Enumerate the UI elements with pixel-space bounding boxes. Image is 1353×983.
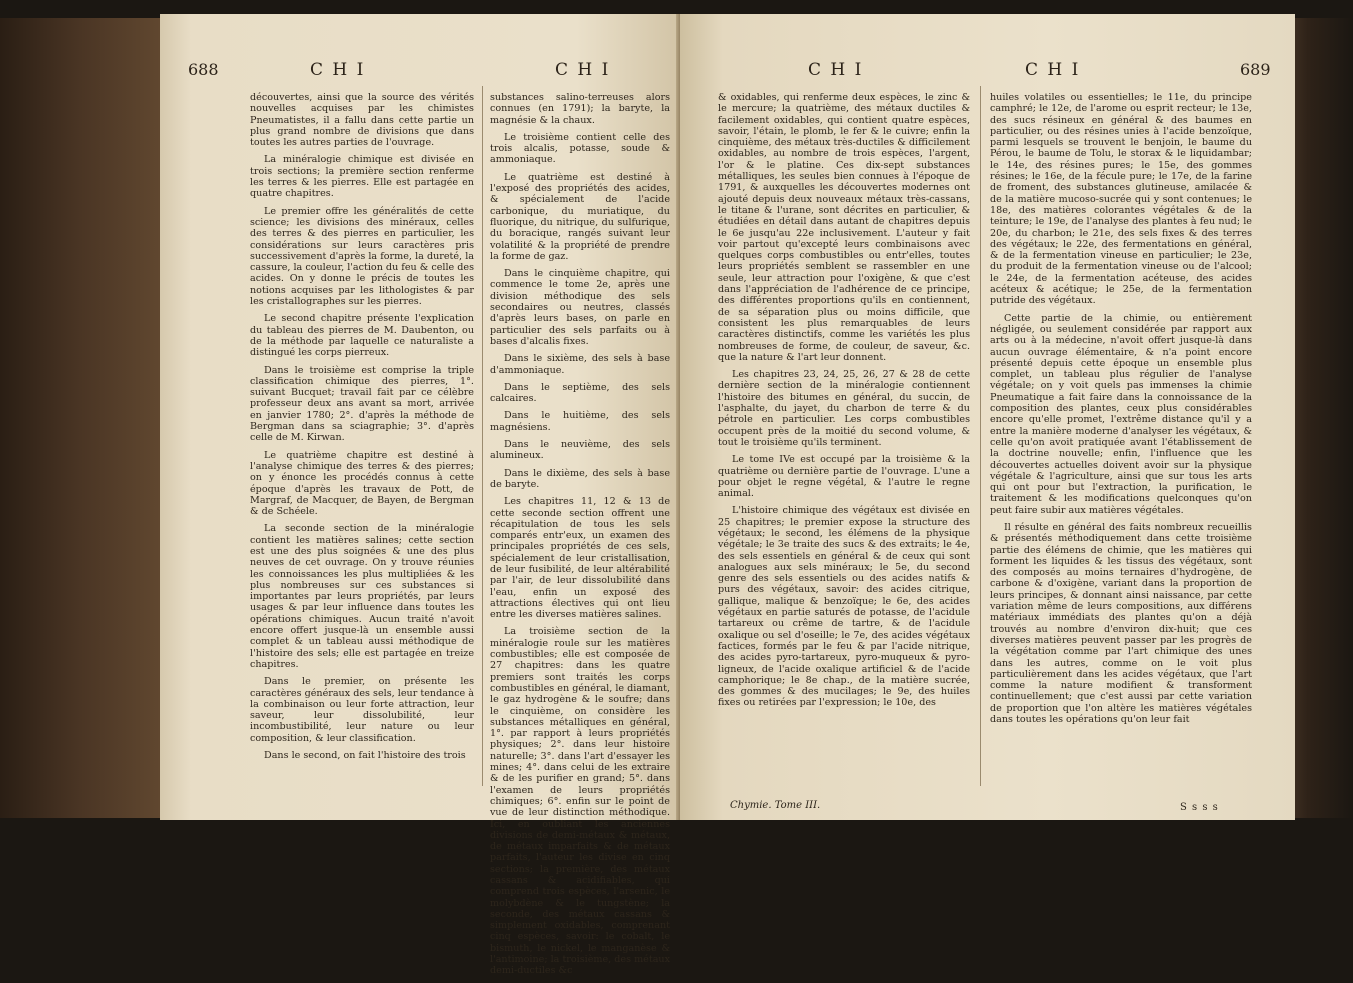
- left-page-column-2: [490, 92, 670, 983]
- paragraph: Dans le dixième, des sels à base de baryte.: [490, 467, 670, 490]
- running-head: C H I: [310, 60, 366, 80]
- paragraph: Les chapitres 23, 24, 25, 26, 27 & 28 de cette dernière section de la minéralogie contiennent l'histoire des bitumes en général, du succin, de l'asphalte, du jayet, du charbon de terre & du pétrole en particulier. Les corps combustibles occupent près de la moitié du second volume, & tout le troisième qu'ils terminent.: [718, 369, 970, 448]
- paragraph: Dans le neuvième, des sels alumineux.: [490, 439, 670, 462]
- paragraph: & oxidables, qui renferme deux espèces, le zinc & le mercure; la quatrième, des métaux ductiles & facilement oxidables, qui contient quatre espèces, savoir, l'étain, le plomb, le fer & le cuivre; enfin la cinquième, des métaux très-ductiles & difficilement oxidables, au nombre de trois espèces, l'argent, l'or & le platine. Ces dix-sept substances métalliques, les seules bien connues à l'époque de 1791, & auxquelles les découvertes modernes ont ajouté depuis deux nouveaux métaux très-cassans, le titane & l'urane, sont décrites en particulier, & étudiées en détail dans autant de chapitres depuis le 6e jusqu'au 22e inclusivement. L'auteur y fait voir partout qu'excepté leurs combinaisons avec quelques corps combustibles ou entr'elles, toutes leurs propriétés semblent se rassembler en une seule, leur attraction pour l'oxigène, & que c'est dans l'appréciation de l'adhérence de ce principe, des différentes proportions qu'ils en contiennent, de sa séparation plus ou moins difficile, que consistent les plus remarquables de leurs caractères distinctifs, comme les variétés les plus nombreuses de forme, de couleur, de saveur, &c. que la nature & l'art leur donnent.: [718, 92, 970, 363]
- left-page: [160, 14, 680, 977]
- running-head: C H I: [1025, 60, 1081, 80]
- page-footer: Chymie. Tome III.: [730, 800, 821, 811]
- paragraph: Dans le premier, on présente les caractères généraux des sels, leur tendance à la combinaison ou leur forte attraction, leur saveur, leur dissolubilité, leur incombustibilité, leur nature ou leur composition, & leur classification.: [250, 676, 474, 744]
- right-page-column-1: [718, 92, 970, 715]
- paragraph: Dans le second, on fait l'histoire des trois: [264, 750, 466, 762]
- paragraph: Il résulte en général des faits nombreux recueillis & présentés méthodiquement dans cette troisième partie des élémens de chimie, que les matières qui forment les liquides & les tissus des végétaux, sont des composés au moins ternaires d'hydrogène, de carbone & d'oxigène, variant dans la proportion de leurs principes, & donnant ainsi naissance, par cette variation même de leurs compositions, aux différens matériaux immédiats des plantes qu'on a déjà trouvés au nombre d'environ dix-huit; que ces diverses matières peuvent passer par les progrès de la végétation comme par l'art chimique des unes dans les autres, comme on le voit plus particulièrement dans les acides végétaux, que l'art comme la nature modifient & transforment continuellement; que c'est aussi par cette variation de proportion que l'on altère les matières végétales dans toutes les opérations qu'on leur fait: [990, 521, 1252, 726]
- paragraph: Dans le troisième est comprise la triple classification chimique des pierres, 1°. suivant Bucquet; travail fait par ce célèbre professeur deux ans avant sa mort, arrivée en janvier 1780; 2°. d'après la méthode de Bergman dans sa sciagraphie; 3°. d'après celle de M. Kirwan.: [250, 364, 474, 444]
- paragraph: découvertes, ainsi que la source des vérités nouvelles acquises par les chimistes Pneumatistes, il a fallu dans cette partie un plus grand nombre de divisions que dans toutes les autres parties de l'ouvrage.: [250, 92, 474, 149]
- paragraph: Les chapitres 11, 12 & 13 de cette seconde section offrent une récapitulation de tous les sels comparés entr'eux, un examen des principales propriétés de ces sels, spécialement de leur cristallisation, de leur fusibilité, de leur altérabilité par l'air, de leur dissolubilité dans l'eau, enfin un exposé des attractions électives qui ont lieu entre les diverses matières salines.: [490, 496, 670, 621]
- right-page: [680, 14, 1295, 820]
- paragraph: Dans le sixième, des sels à base d'ammoniaque.: [490, 353, 670, 376]
- running-head: C H I: [555, 60, 611, 80]
- paragraph: Cette partie de la chimie, ou entièrement négligée, ou seulement considérée par rapport aux arts ou à la médecine, n'avoit offert jusque-là dans aucun ouvrage élémentaire, & n'a point encore présenté depuis cette époque un ensemble plus complet, un tableau plus régulier de l'analyse végétale; on y voit quels pas immenses la chimie Pneumatique a fait faire dans la connoissance de la composition des plantes, ceux plus considérables encore qu'elle promet, l'extrême distance qu'il y a entre la manière moderne d'analyser les végétaux, & celle qu'on avoit pratiquée avant l'établissement de la doctrine nouvelle; enfin, l'influence que les découvertes actuelles doivent avoir sur la physique végétale & l'agriculture, ainsi que sur tous les arts qui ont pour but l'extraction, la purification, le traitement & les modifications quelconques qu'on peut faire subir aux matières végétales.: [990, 312, 1252, 516]
- page-number: 688: [188, 60, 219, 79]
- running-head: C H I: [808, 60, 864, 80]
- paragraph: La minéralogie chimique est divisée en trois sections; la première section renferme les terres & les pierres. Elle est partagée en quatre chapitres.: [250, 154, 474, 200]
- paragraph: Dans le cinquième chapitre, qui commence le tome 2e, après une division méthodique des sels secondaires ou neutres, classés d'après leurs bases, on parle en particulier des sels parfaits ou à bases d'alcalis fixes.: [490, 268, 670, 347]
- paragraph: Le tome IVe est occupé par la troisième & la quatrième ou dernière partie de l'ouvrage. L'une a pour objet le regne végétal, & l'autre le regne animal.: [718, 454, 970, 500]
- paragraph: Dans le huitième, des sels magnésiens.: [490, 410, 670, 433]
- left-page-column-1: [250, 92, 474, 767]
- page-number: 689: [1240, 60, 1271, 79]
- paragraph: Dans le septième, des sels calcaires.: [490, 381, 670, 405]
- paragraph: Le premier offre les généralités de cette science; les divisions des minéraux, celles des terres & des pierres en particulier, les considérations sur leurs caractères pris successivement d'après la forme, la dureté, la cassure, la couleur, l'action du feu & celle des acides. On y donne le précis de toutes les notions acquises par les lithologistes & par les cristallographes sur les pierres.: [250, 205, 475, 308]
- paragraph: L'histoire chimique des végétaux est divisée en 25 chapitres; le premier expose la structure des végétaux; le second, les élémens de la physique végétale; le 3e traite des sucs & des extraits; le 4e, des sels essentiels en général & de ceux qui sont analogues aux sels minéraux; le 5e, du second genre des sels essentiels ou des acides natifs & purs des végétaux, savoir: des acides citrique, gallique, malique & benzoïque; le 6e, des acides végétaux en partie saturés de potasse, de l'acidule tartareux ou crême de tartre, & de l'acidule oxalique ou sel d'oseille; le 7e, des acides végétaux factices, formés par le feu & par l'acide nitrique, des acides pyro-tartareux, pyro-muqueux & pyro-ligneux, de l'acide oxalique artificiel & de l'acide camphorique; le 8e chap., de la matière sucrée, des gommes & des mucilages; le 9e, des huiles fixes ou retirées par l'expression; le 10e, des: [718, 505, 970, 709]
- paragraph: La troisième section de la minéralogie roule sur les matières combustibles; elle est composée de 27 chapitres: dans les quatre premiers sont traités les corps combustibles en général, le diamant, le gaz hydrogène & le soufre; dans le cinquième, on considère les substances métalliques en général, 1°. par rapport à leurs propriétés physiques; 2°. dans leur histoire naturelle; 3°. dans l'art d'essayer les mines; 4°. dans celui de les extraire & de les purifier en grand; 5°. dans l'examen de leurs propriétés chimiques; 6°. enfin sur le point de vue de leur distinction méthodique. Ici, en oubliant les anciennes divisions de demi-métaux & métaux, de métaux imparfaits & de métaux parfaits, l'auteur les divise en cinq sections; la première, des métaux cassans & acidifiables, qui comprend trois espèces, l'arsenic, le molybdène & le tungstène; la seconde, des métaux cassans & simplement oxidables, comprenant cinq espèces, savoir: le cobalt, le bismuth, le nickel, le manganèse & l'antimoine; la troisième, des métaux demi-ductiles &c: [490, 626, 671, 977]
- paragraph: La seconde section de la minéralogie contient les matières salines; cette section est une des plus soignées & une des plus neuves de cet ouvrage. On y trouve réunies les connoissances les plus multipliées & les plus nombreuses sur ces substances si importantes par leurs propriétés, par leurs usages & par leur influence dans toutes les opérations chimiques. Aucun traité n'avoit encore offert jusque-là un ensemble aussi complet & un tableau aussi méthodique de l'histoire des sels; elle est partagée en treize chapitres.: [250, 523, 474, 670]
- signature-mark: S s s s: [1180, 802, 1219, 813]
- paragraph: Le troisième contient celle des trois alcalis, potasse, soude & ammoniaque.: [490, 131, 670, 166]
- column-rule: [482, 86, 483, 786]
- paragraph: Le quatrième chapitre est destiné à l'analyse chimique des terres & des pierres; on y énonce les procédés connus à cette époque d'après les travaux de Pott, de Margraf, de Macquer, de Bayen, de Bergman & de Schéele.: [250, 449, 474, 518]
- paragraph: Le second chapitre présente l'explication du tableau des pierres de M. Daubenton, ou de la méthode par laquelle ce naturaliste a distingué les corps pierreux.: [250, 313, 474, 359]
- column-rule: [980, 86, 981, 786]
- right-page-column-2: [990, 92, 1252, 731]
- paragraph: substances salino-terreuses alors connues (en 1791); la baryte, la magnésie & la chaux.: [490, 92, 670, 126]
- paragraph: huiles volatiles ou essentielles; le 11e, du principe camphré; le 12e, de l'arome ou esprit recteur; le 13e, des sucs résineux en général & des baumes en particulier, ou des résines unies à l'acide benzoïque, parmi lesquels se trouvent le benjoin, le baume du Pérou, le baume de Tolu, le storax & le liquidambar; le 14e, des résines pures; le 15e, des gommes résines; le 16e, de la fécule pure; le 17e, de la farine de froment, des substances glutineuse, amilacée & de la matière mucoso-sucrée qui y sont contenues; le 18e, des matières colorantes végétales & de la teinture; le 19e, de l'analyse des plantes à feu nud; le 20e, du charbon; le 21e, des sels fixes & des terres des végétaux; le 22e, des fermentations en général, & de la fermentation vineuse en particulier; le 23e, du produit de la fermentation vineuse ou de l'alcool; le 24e, de la fermentation acéteuse, des acides acéteux & acétique; le 25e, de la fermentation putride des végétaux.: [990, 92, 1252, 307]
- paragraph: Le quatrième est destiné à l'exposé des propriétés des acides, & spécialement de l'acide carbonique, du muriatique, du fluorique, du nitrique, du sulfurique, du boracique, rangés suivant leur volatilité & la propriété de prendre la forme de gaz.: [490, 171, 670, 262]
